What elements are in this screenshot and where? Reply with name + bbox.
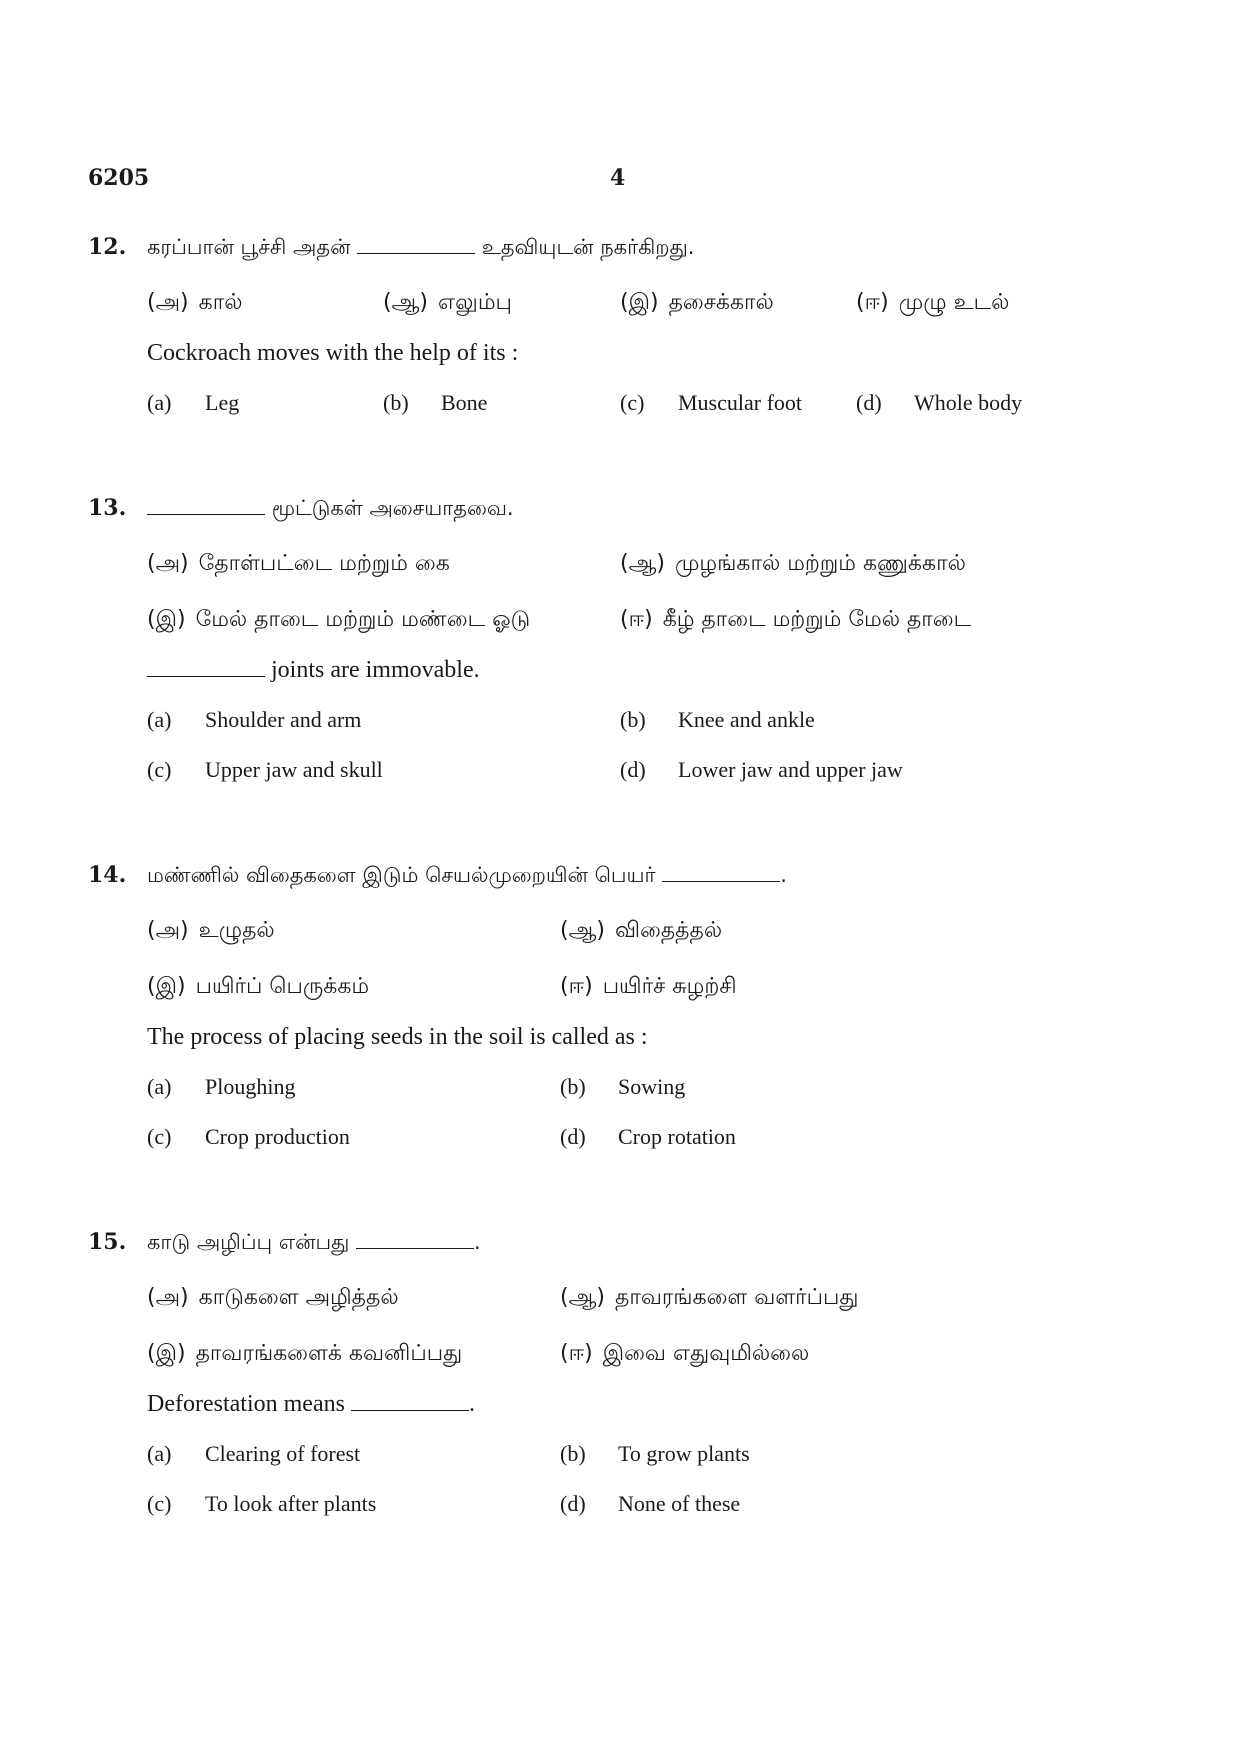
english-option: (c) Upper jaw and skull [147,757,383,782]
tamil-option: (ஆ) விதைத்தல் [560,918,723,943]
tamil-option: (அ) கால் [147,290,243,315]
answer-blank [357,233,475,254]
english-question: joints are immovable. [147,655,480,685]
english-option: (b) Sowing [560,1074,686,1099]
english-option: (d) Crop rotation [560,1124,736,1149]
english-option: (d) Lower jaw and upper jaw [620,757,903,782]
page-number: 4 [610,165,626,191]
tamil-question: மண்ணில் விதைகளை இடும் செயல்முறையின் பெயர் . [147,863,787,887]
english-option: (b) To grow plants [560,1441,750,1466]
tamil-question: காடு அழிப்பு என்பது . [147,1230,481,1254]
paper-code: 6205 [88,165,150,191]
english-option: (b) Knee and ankle [620,707,815,732]
english-question: Deforestation means . [147,1391,475,1417]
tamil-option: (இ) தாவரங்களைக் கவனிப்பது [147,1341,463,1366]
tamil-option: (அ) தோள்பட்டை மற்றும் கை [147,551,450,576]
tamil-question: மூட்டுகள் அசையாதவை. [147,493,514,523]
tamil-option: (இ) தசைக்கால் [620,290,774,315]
english-option: (a) Leg [147,390,240,415]
tamil-option: (அ) காடுகளை அழித்தல் [147,1285,399,1310]
answer-blank [147,656,265,677]
tamil-option: (ஆ) தாவரங்களை வளர்ப்பது [560,1285,859,1310]
question-number: 15. [88,1229,127,1255]
english-option: (b) Bone [383,390,488,415]
answer-blank [356,1228,474,1249]
english-question: The process of placing seeds in the soil is called as : [147,1024,648,1050]
answer-blank [147,494,265,515]
question-number: 13. [88,495,127,521]
english-option: (d) Whole body [856,390,1023,415]
tamil-option: (ஈ) முழு உடல் [856,290,1010,315]
answer-blank [662,861,780,882]
question-number: 12. [88,234,127,260]
question-number: 14. [88,862,127,888]
english-question: Cockroach moves with the help of its : [147,340,519,366]
english-option: (c) Muscular foot [620,390,803,415]
english-option: (c) To look after plants [147,1491,377,1516]
tamil-option: (ஈ) பயிர்ச் சுழற்சி [560,974,737,999]
tamil-option: (ஈ) இவை எதுவுமில்லை [560,1341,810,1366]
english-option: (a) Clearing of forest [147,1441,361,1466]
english-option: (d) None of these [560,1491,741,1516]
tamil-option: (ஆ) முழங்கால் மற்றும் கணுக்கால் [620,551,966,576]
answer-blank [351,1390,469,1411]
tamil-question: கரப்பான் பூச்சி அதன் உதவியுடன் நகர்கிறது. [147,235,695,259]
english-option: (a) Ploughing [147,1074,296,1099]
tamil-option: (அ) உழுதல் [147,918,275,943]
tamil-option: (இ) பயிர்ப் பெருக்கம் [147,974,370,999]
english-option: (c) Crop production [147,1124,350,1149]
tamil-option: (ஈ) கீழ் தாடை மற்றும் மேல் தாடை [620,607,972,632]
tamil-option: (ஆ) எலும்பு [383,290,512,315]
english-option: (a) Shoulder and arm [147,707,362,732]
tamil-option: (இ) மேல் தாடை மற்றும் மண்டை ஓடு [147,607,531,632]
